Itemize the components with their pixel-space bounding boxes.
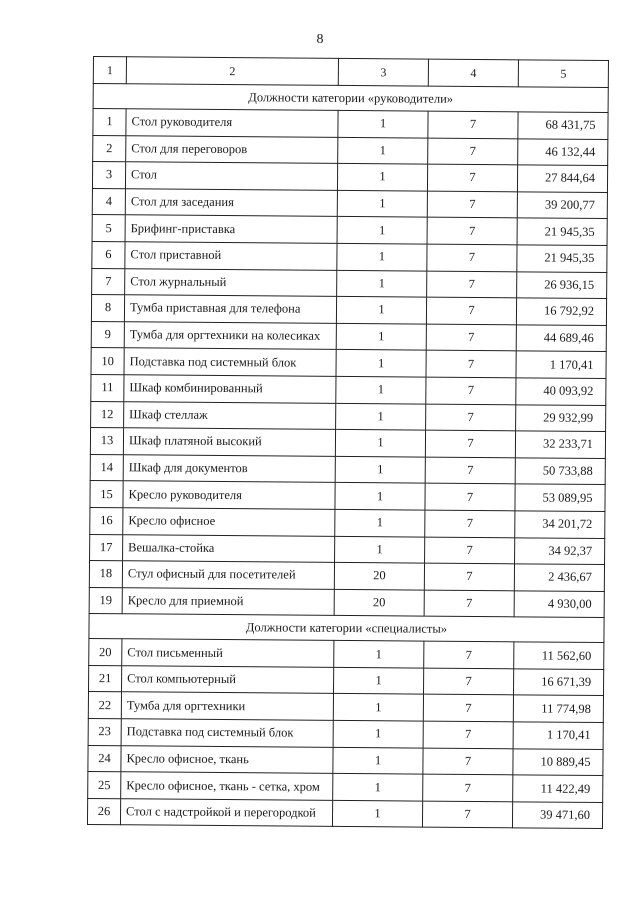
section-title: Должности категории «специалисты» (89, 614, 604, 643)
table-row (93, 135, 608, 166)
row-number-cell: 7 (92, 268, 125, 295)
quantity-cell: 1 (335, 456, 425, 483)
table-row (91, 348, 606, 379)
price-cell: 34 92,37 (515, 537, 605, 564)
quantity-cell: 1 (337, 164, 427, 191)
table-row (87, 798, 602, 829)
item-name-cell: Шкаф для документов (123, 454, 335, 482)
item-name-cell: Тумба для оргтехники (121, 692, 333, 720)
service-life-cell: 7 (427, 244, 517, 271)
table-row (88, 772, 603, 803)
price-cell: 44 689,46 (516, 325, 606, 352)
table-row (90, 428, 605, 459)
service-life-cell: 7 (427, 191, 517, 218)
price-cell: 50 733,88 (515, 458, 605, 485)
table-row (92, 215, 607, 246)
price-cell: 4 930,00 (514, 591, 604, 618)
service-life-cell: 7 (426, 404, 516, 431)
table-row (91, 295, 606, 326)
item-name-cell: Стол компьютерный (122, 666, 334, 694)
service-life-cell: 7 (426, 377, 516, 404)
item-name-cell: Вешалка-стойка (123, 534, 335, 562)
quantity-cell: 1 (335, 430, 425, 457)
price-cell: 11 562,60 (514, 642, 604, 669)
item-name-cell: Шкаф комбинированный (124, 375, 336, 403)
column-number-header-row (93, 57, 608, 88)
service-life-cell: 7 (423, 721, 513, 748)
row-number-cell: 19 (89, 587, 122, 614)
quantity-cell: 1 (337, 243, 427, 270)
table-row (89, 665, 604, 696)
item-name-cell: Стол приставной (125, 242, 337, 270)
price-cell: 16 792,92 (516, 298, 606, 325)
quantity-cell: 1 (336, 403, 426, 430)
table-row (92, 188, 607, 219)
quantity-cell: 1 (335, 509, 425, 536)
quantity-cell: 1 (333, 694, 423, 721)
table-row (89, 639, 604, 670)
table-row (88, 692, 603, 723)
row-number-cell: 18 (89, 561, 122, 588)
item-name-cell: Стол журнальный (125, 268, 337, 296)
item-name-cell: Стол письменный (122, 639, 334, 667)
header-cell: 5 (518, 60, 608, 88)
table-row (88, 719, 603, 750)
row-number-cell: 11 (91, 374, 124, 401)
row-number-cell: 2 (93, 135, 126, 162)
quantity-cell: 1 (332, 800, 422, 827)
row-number-cell: 10 (91, 348, 124, 375)
service-life-cell: 7 (422, 801, 512, 828)
quantity-cell: 1 (337, 217, 427, 244)
service-life-cell: 7 (427, 164, 517, 191)
quantity-cell: 1 (336, 323, 426, 350)
item-name-cell: Шкаф стеллаж (124, 401, 336, 429)
price-cell: 10 889,45 (513, 748, 603, 775)
item-name-cell: Кресло офисное, ткань (121, 745, 333, 773)
quantity-cell: 1 (336, 350, 426, 377)
price-cell: 46 132,44 (518, 138, 608, 165)
quantity-cell: 1 (338, 110, 428, 137)
row-number-cell: 4 (92, 188, 125, 215)
table-row (91, 321, 606, 352)
item-name-cell: Брифинг-приставка (125, 215, 337, 243)
service-life-cell: 7 (425, 483, 515, 510)
table-row (92, 241, 607, 272)
row-number-cell: 14 (90, 454, 123, 481)
table-row (91, 401, 606, 432)
row-number-cell: 8 (91, 295, 124, 322)
quantity-cell: 1 (333, 720, 423, 747)
table-row (89, 587, 604, 618)
service-life-cell: 7 (427, 218, 517, 245)
price-cell: 16 671,39 (513, 669, 603, 696)
service-life-cell: 7 (425, 510, 515, 537)
table-row (92, 268, 607, 299)
price-cell: 27 844,64 (517, 165, 607, 192)
item-name-cell: Стул офисный для посетителей (122, 561, 334, 589)
item-name-cell: Кресло офисное (123, 508, 335, 536)
row-number-cell: 21 (89, 665, 122, 692)
furniture-table (87, 56, 609, 829)
row-number-cell: 5 (92, 215, 125, 242)
table-row (90, 454, 605, 485)
table-row (89, 561, 604, 592)
header-cell: 1 (93, 57, 126, 84)
row-number-cell: 20 (89, 639, 122, 666)
row-number-cell: 22 (88, 692, 121, 719)
price-cell: 1 170,41 (516, 351, 606, 378)
item-name-cell: Подставка под системный блок (124, 348, 336, 376)
quantity-cell: 1 (333, 667, 423, 694)
table-row (93, 109, 608, 140)
item-name-cell: Тумба для оргтехники на колесиках (124, 322, 336, 350)
quantity-cell: 1 (334, 641, 424, 668)
item-name-cell: Кресло для приемной (122, 587, 334, 615)
price-cell: 11 774,98 (513, 695, 603, 722)
row-number-cell: 12 (91, 401, 124, 428)
row-number-cell: 6 (92, 241, 125, 268)
service-life-cell: 7 (423, 748, 513, 775)
row-number-cell: 13 (90, 428, 123, 455)
item-name-cell: Кресло руководителя (123, 481, 335, 509)
price-cell: 21 945,35 (517, 218, 607, 245)
service-life-cell: 7 (427, 271, 517, 298)
price-cell: 29 932,99 (516, 404, 606, 431)
row-number-cell: 17 (90, 534, 123, 561)
row-number-cell: 16 (90, 507, 123, 534)
service-life-cell: 7 (426, 350, 516, 377)
header-cell: 4 (428, 59, 518, 87)
service-life-cell: 7 (424, 641, 514, 668)
service-life-cell: 7 (425, 457, 515, 484)
quantity-cell: 1 (335, 483, 425, 510)
item-name-cell: Стол для заседания (125, 189, 337, 217)
service-life-cell: 7 (423, 774, 513, 801)
price-cell: 34 201,72 (515, 511, 605, 538)
price-cell: 32 233,71 (515, 431, 605, 458)
table-row (90, 481, 605, 512)
price-cell: 53 089,95 (515, 484, 605, 511)
table-body (87, 57, 608, 829)
price-cell: 39 200,77 (517, 192, 607, 219)
table-row (90, 507, 605, 538)
quantity-cell: 1 (336, 376, 426, 403)
service-life-cell: 7 (426, 324, 516, 351)
service-life-cell: 7 (428, 138, 518, 165)
row-number-cell: 25 (88, 772, 121, 799)
row-number-cell: 26 (87, 798, 120, 825)
service-life-cell: 7 (424, 590, 514, 617)
header-cell: 3 (338, 58, 428, 86)
price-cell: 39 471,60 (512, 802, 602, 829)
item-name-cell: Стол для переговоров (126, 135, 338, 163)
row-number-cell: 1 (93, 109, 126, 136)
table-row (92, 162, 607, 193)
row-number-cell: 15 (90, 481, 123, 508)
page-number: 8 (316, 32, 324, 47)
item-name-cell: Тумба приставная для телефона (124, 295, 336, 323)
item-name-cell: Кресло офисное, ткань - сетка, хром (121, 772, 333, 800)
item-name-cell: Стол с надстройкой и перегородкой (120, 799, 332, 827)
quantity-cell: 1 (337, 190, 427, 217)
item-name-cell: Стол руководителя (126, 109, 338, 137)
price-cell: 21 945,35 (517, 245, 607, 272)
quantity-cell: 1 (336, 297, 426, 324)
quantity-cell: 20 (334, 563, 424, 590)
price-cell: 11 422,49 (513, 775, 603, 802)
price-cell: 2 436,67 (514, 564, 604, 591)
furniture-table-container (87, 56, 609, 829)
service-life-cell: 7 (423, 668, 513, 695)
table-row (91, 374, 606, 405)
row-number-cell: 3 (92, 162, 125, 189)
quantity-cell: 1 (338, 137, 428, 164)
service-life-cell: 7 (425, 537, 515, 564)
item-name-cell: Подставка под системный блок (121, 719, 333, 747)
quantity-cell: 1 (337, 270, 427, 297)
quantity-cell: 20 (334, 589, 424, 616)
price-cell: 1 170,41 (513, 722, 603, 749)
quantity-cell: 1 (333, 747, 423, 774)
service-life-cell: 7 (428, 111, 518, 138)
section-title: Должности категории «руководители» (93, 84, 608, 113)
price-cell: 40 093,92 (516, 378, 606, 405)
row-number-cell: 23 (88, 719, 121, 746)
table-row (88, 745, 603, 776)
item-name-cell: Стол (125, 162, 337, 190)
quantity-cell: 1 (335, 536, 425, 563)
item-name-cell: Шкаф платяной высокий (123, 428, 335, 456)
price-cell: 26 936,15 (517, 271, 607, 298)
table-row (90, 534, 605, 565)
header-cell: 2 (126, 57, 338, 86)
price-cell: 68 431,75 (518, 112, 608, 139)
service-life-cell: 7 (426, 297, 516, 324)
row-number-cell: 24 (88, 745, 121, 772)
row-number-cell: 9 (91, 321, 124, 348)
quantity-cell: 1 (333, 774, 423, 801)
service-life-cell: 7 (424, 563, 514, 590)
service-life-cell: 7 (425, 430, 515, 457)
service-life-cell: 7 (423, 695, 513, 722)
